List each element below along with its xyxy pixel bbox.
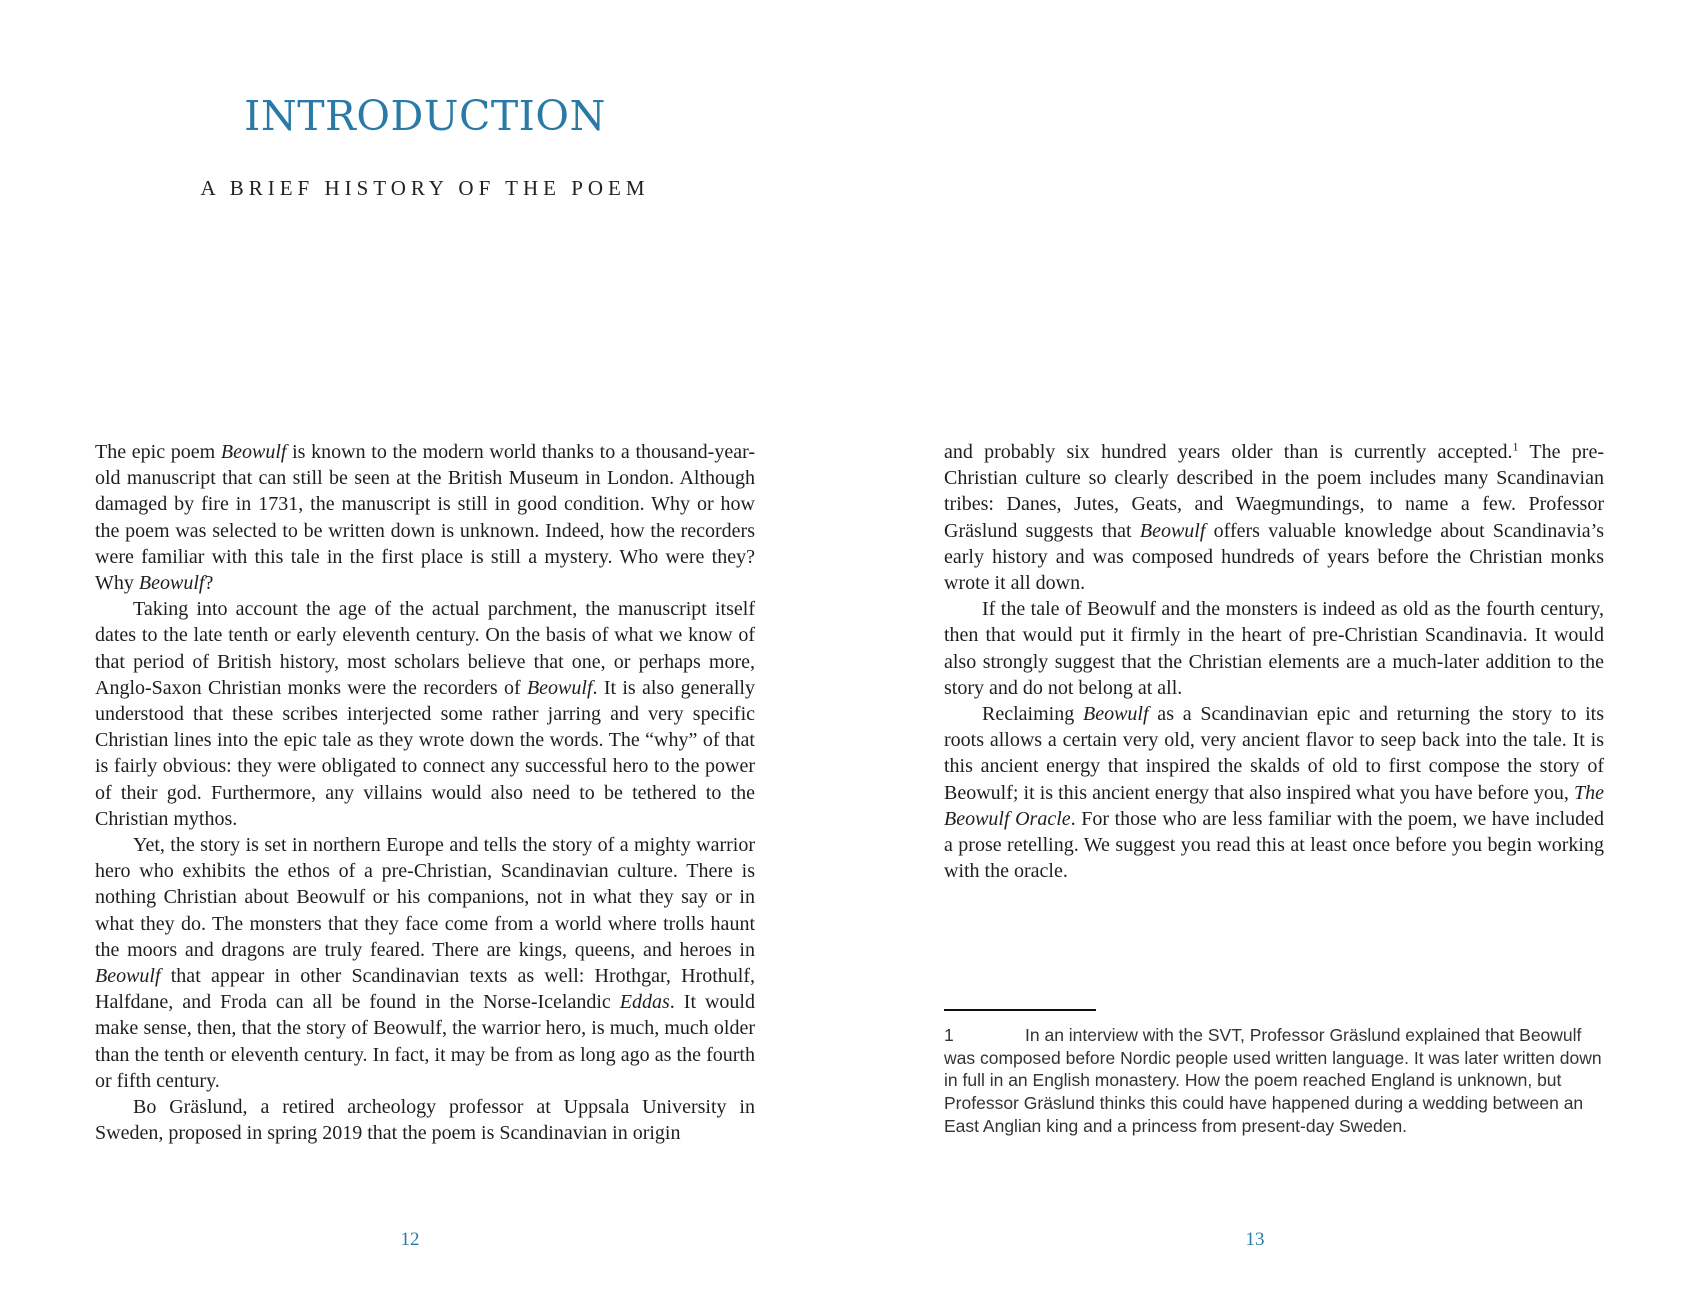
footnote-divider <box>944 1009 1096 1011</box>
paragraph: Yet, the story is set in northern Europe and tells the story of a mighty warrior hero who exhibits the ethos of a pre-Christian, Scandinavian culture. There is nothing Christian about Beowulf or his companions, not in what they say or in what they do. The monsters that they face come from a world where trolls haunt the moors and dragons are truly feared. There are kings, queens, and heroes in Beowulf that appear in other Scandinavian texts as well: Hrothgar, Hrothulf, Halfdane, and Froda can all be found in the Norse-Icelandic Eddas. It would make sense, then, that the story of Beowulf, the warrior hero, is much, much older than the tenth or eleventh century. In fact, it may be from as long ago as the fourth or fifth century. <box>95 834 755 1092</box>
paragraph: If the tale of Beowulf and the monsters is indeed as old as the fourth century, then that would put it firmly in the heart of pre-Christian Scandinavia. It would also strongly suggest that the Christian elements are a much-later addition to the story and do not belong at all. <box>944 598 1604 699</box>
right-page <box>844 0 1688 1294</box>
paragraph: Taking into account the age of the actual parchment, the manuscript itself dates to the late tenth or early eleventh century. On the basis of what we know of that period of British history, most scholars believe that one, or perhaps more, Anglo-Saxon Christian monks were the recorders of Beowulf. It is also generally understood that these scribes interjected some rather jarring and very specific Christian lines into the epic tale as they wrote down the words. The “why” of that is fairly obvious: they were obligated to connect any successful hero to the power of their god. Furthermore, any villains would also need to be tethered to the Christian mythos. <box>95 598 755 830</box>
left-body-text <box>95 439 755 1146</box>
paragraph: Bo Gräslund, a retired archeology professor at Uppsala University in Sweden, proposed in spring 2019 that the poem is Scandinavian in origin <box>95 1096 755 1145</box>
chapter-subtitle: A BRIEF HISTORY OF THE POEM <box>200 176 650 200</box>
page-number: 13 <box>1245 1229 1265 1250</box>
footnote-number: 1 <box>944 1025 954 1045</box>
footnote <box>944 1024 1604 1138</box>
chapter-title: INTRODUCTION <box>244 92 606 140</box>
footnote-reference[interactable]: 1 <box>1512 439 1519 454</box>
right-body-text <box>944 439 1604 884</box>
paragraph: Reclaiming Beowulf as a Scandinavian epic and returning the story to its roots allows a certain very old, very ancient flavor to seep back into the tale. It is this ancient energy that inspired the skalds of old to first compose the story of Beowulf; it is this ancient energy that also inspired what you have before you, The Beowulf Oracle. For those who are less familiar with the poem, we have included a prose retelling. We suggest you read this at least once before you begin working with the oracle. <box>944 703 1604 883</box>
paragraph: The epic poem Beowulf is known to the modern world thanks to a thousand-year-old manuscript that can still be seen at the British Museum in London. Although damaged by fire in 1731, the manuscript is still in good condition. Why or how the poem was selected to be written down is unknown. Indeed, how the recorders were familiar with this tale in the first place is still a mystery. Who were they? Why Beowulf? <box>95 441 755 595</box>
page-number: 12 <box>400 1229 420 1250</box>
footnote-text: In an interview with the SVT, Professor Gräslund explained that Beowulf was composed before Nordic people used written language. It was later written down in full in an English monastery. How the poem reached England is unknown, but Professor Gräslund thinks this could have happened during a wedding between an East Anglian king and a princess from present-day Sweden. <box>944 1025 1602 1136</box>
paragraph: and probably six hundred years older than is currently accepted.$^1$ The pre-Christian culture so clearly described in the poem includes many Scandinavian tribes: Danes, Jutes, Geats, and Waegmundings, to name a few. Professor Gräslund suggests that Beowulf offers valuable knowledge about Scandinavia’s early history and was composed hundreds of years before the Christian monks wrote it all down. <box>944 439 1605 595</box>
